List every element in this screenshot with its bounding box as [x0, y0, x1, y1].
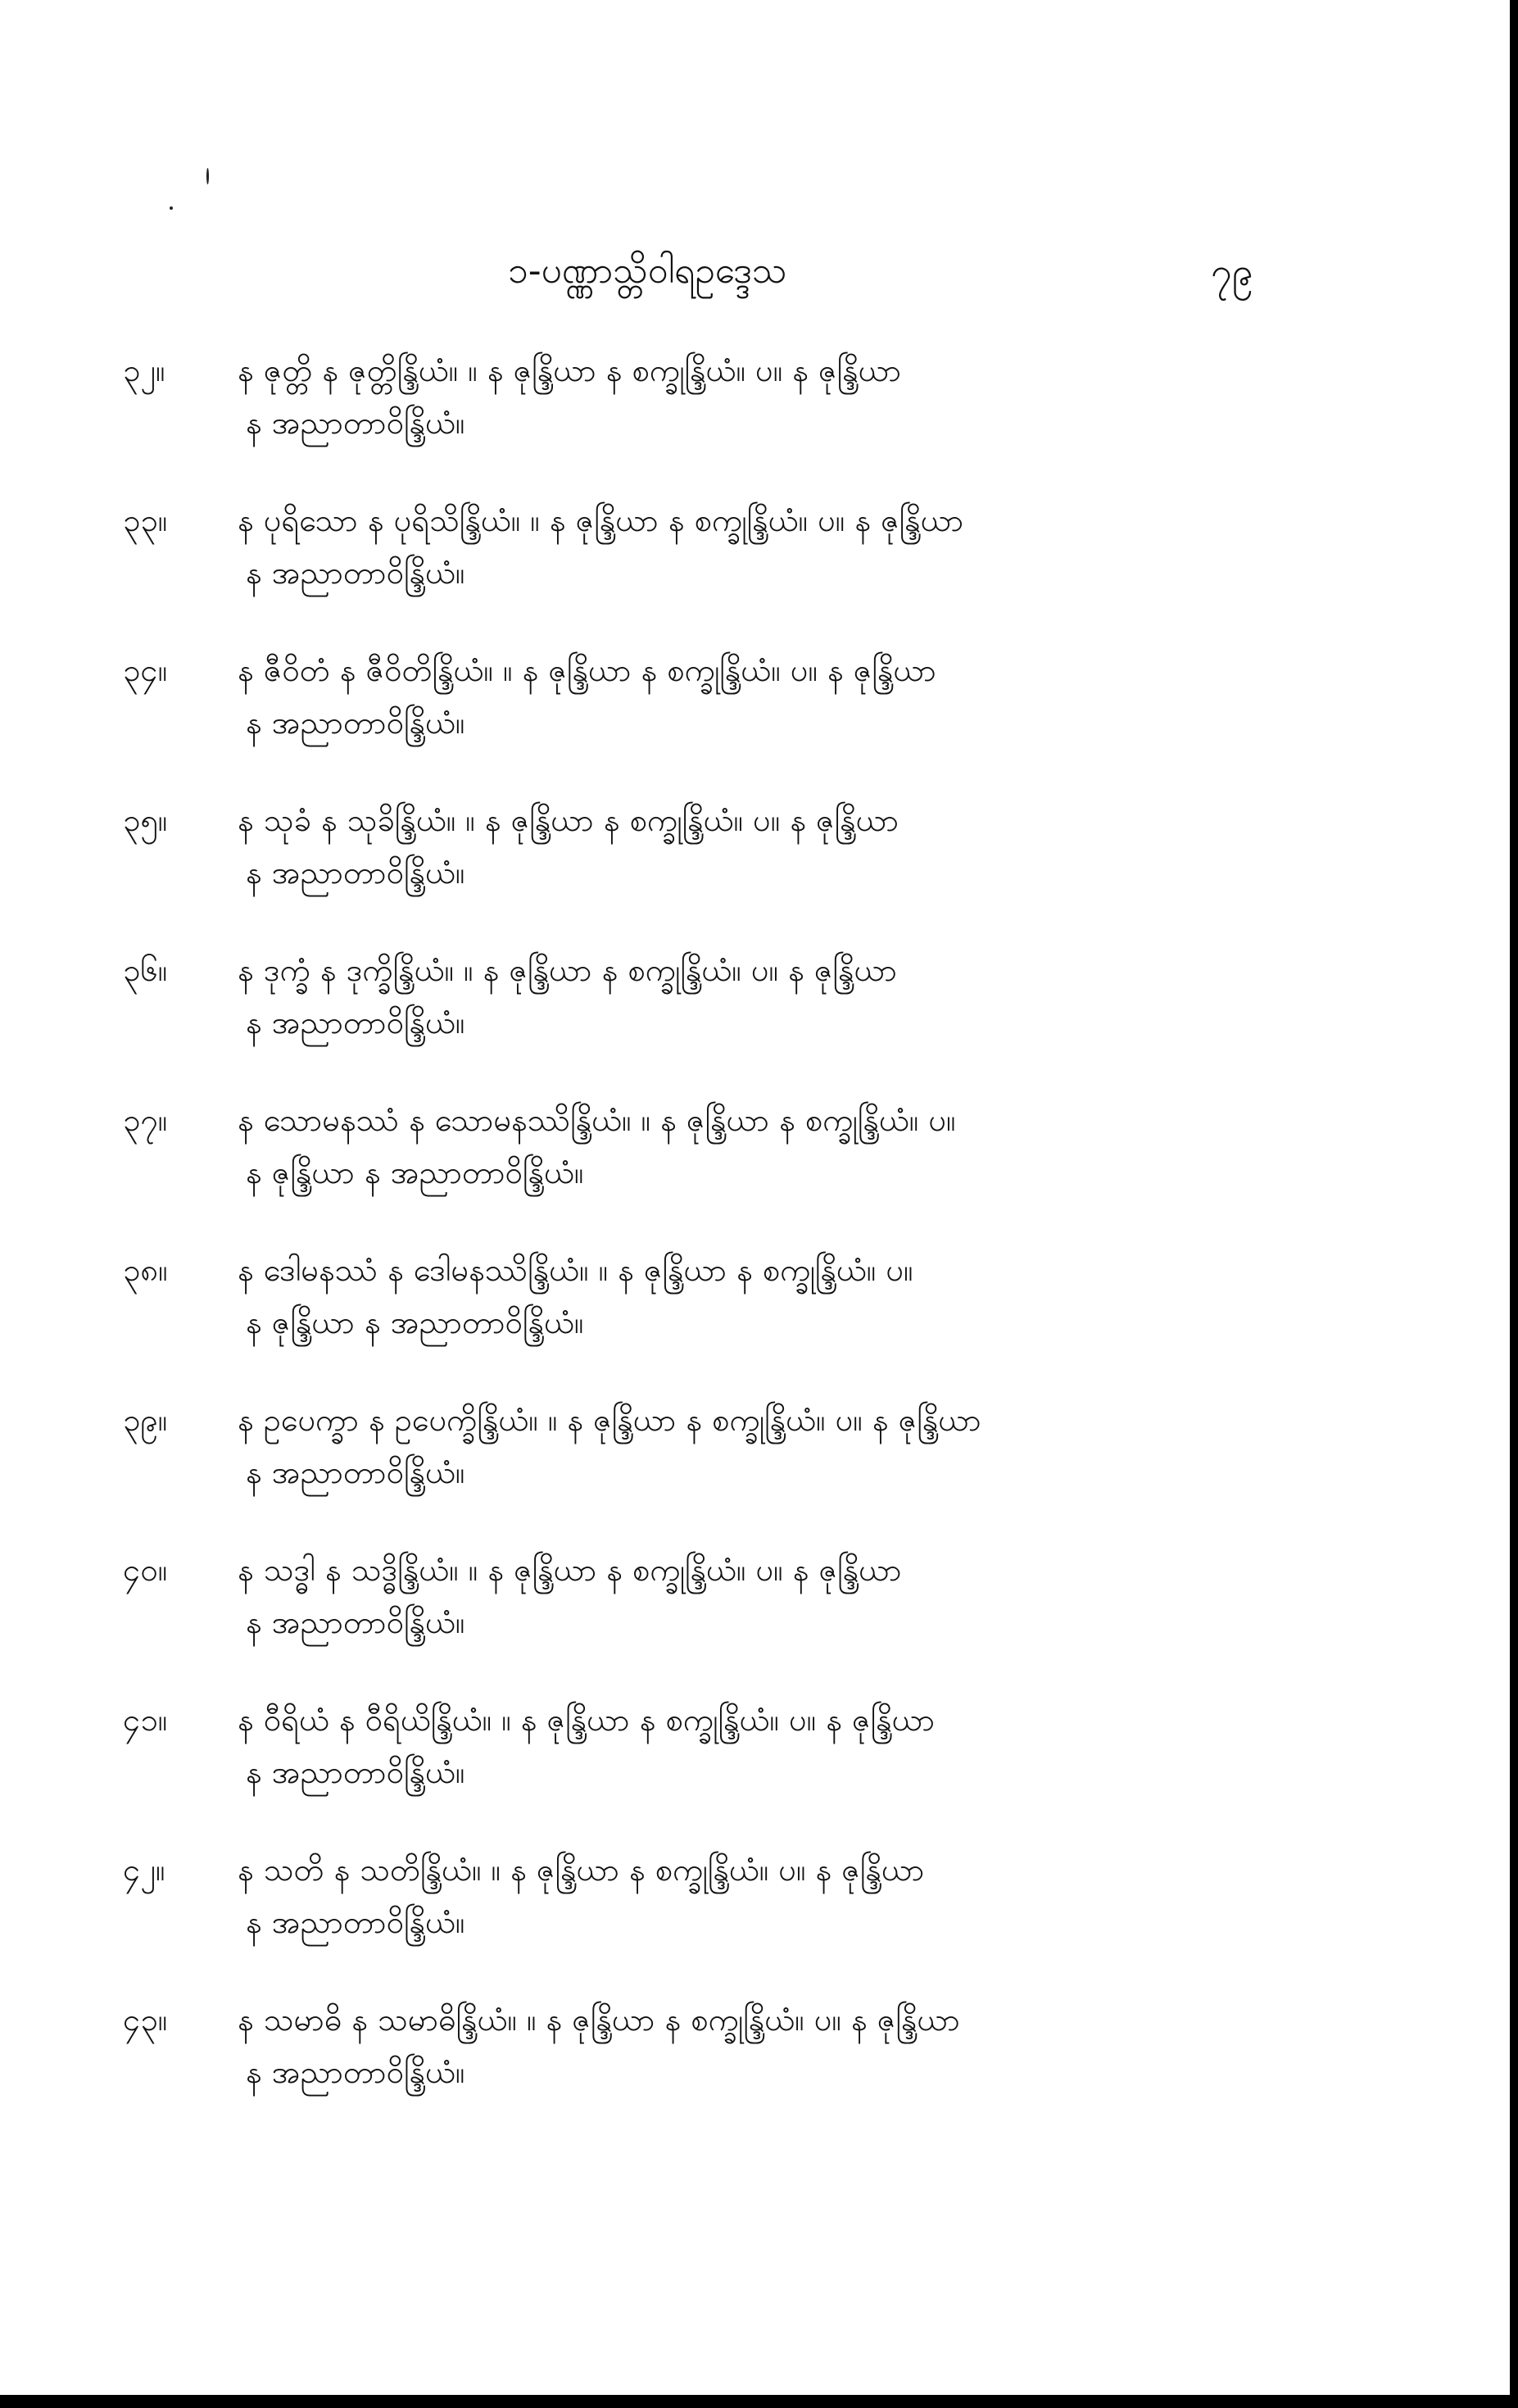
entry-text-line: န ဒုက္ခံ န ဒုက္ခိန္ဒြိယံ။ ။ န ဇုန္ဒြိယာ န စက္ခုန္ဒြိယံ။ ပ။ န ဇုန္ဒြိယာ	[238, 952, 897, 988]
entry-text-continuation: န အညာတာ၀ိန္ဒြိယံ။	[246, 1754, 465, 1790]
entry-number: ၃၉။	[123, 1402, 168, 1438]
scan-speck	[170, 206, 173, 210]
list-item	[0, 1544, 1518, 1694]
entry-text-continuation: န အညာတာ၀ိန္ဒြိယံ။	[246, 1904, 465, 1940]
entry-number: ၄၂။	[123, 1852, 165, 1888]
scan-border-bottom	[0, 2395, 1518, 2408]
entry-number: ၃၇။	[123, 1102, 168, 1138]
entry-text-continuation: န အညာတာ၀ိန္ဒြိယံ။	[246, 555, 465, 591]
entry-text-line: န သတိ န သတိန္ဒြိယံ။ ။ န ဇုန္ဒြိယာ န စက္ခုန္ဒြိယံ။ ပ။ န ဇုန္ဒြိယာ	[238, 1852, 925, 1888]
entry-text-line: န ဒေါမနဿံ န ဒေါမနဿိန္ဒြိယံ။ ။ န ဇုန္ဒြိယာ န စက္ခုန္ဒြိယံ။ ပ။	[238, 1252, 913, 1288]
entry-number: ၄၁။	[123, 1702, 168, 1738]
scan-speck	[206, 168, 209, 184]
entry-number: ၄၃။	[123, 2002, 168, 2038]
list-item	[0, 1094, 1518, 1244]
list-item	[0, 1694, 1518, 1843]
list-item	[0, 644, 1518, 794]
list-item	[0, 794, 1518, 944]
entry-text-continuation: န အညာတာ၀ိန္ဒြိယံ။	[246, 2054, 465, 2090]
list-item	[0, 494, 1518, 644]
page-number: ၇၉	[1211, 249, 1253, 293]
running-title: ၁-ပဏ္ဏာသ္တိ၀ါရဥဒ္ဒေသ	[508, 250, 787, 292]
entry-text-continuation: န အညာတာ၀ိန္ဒြိယံ။	[246, 1604, 465, 1640]
entry-text-line: န ၀ီရိယံ န ၀ီရိယိန္ဒြိယံ။ ။ န ဇုန္ဒြိယာ န စက္ခုန္ဒြိယံ။ ပ။ န ဇုန္ဒြိယာ	[238, 1702, 936, 1738]
entry-number: ၄၀။	[123, 1552, 168, 1588]
entry-text-continuation: န အညာတာ၀ိန္ဒြိယံ။	[246, 1004, 465, 1041]
entry-text-line: န သမာဓိ န သမာဓိန္ဒြိယံ။ ။ န ဇုန္ဒြိယာ န စက္ခုန္ဒြိယံ။ ပ။ န ဇုန္ဒြိယာ	[238, 2002, 960, 2038]
entry-text-continuation: န အညာတာ၀ိန္ဒြိယံ။	[246, 1454, 465, 1490]
entry-text-line: န သောမနဿံ န သောမနဿိန္ဒြိယံ။ ။ န ဇုန္ဒြိယာ န စက္ခုန္ဒြိယံ။ ပ။	[238, 1102, 956, 1138]
entry-number: ၃၃။	[123, 502, 168, 538]
entry-text-continuation: န အညာတာ၀ိန္ဒြိယံ။	[246, 405, 465, 441]
list-item	[0, 1394, 1518, 1544]
entry-text-line: န ဇုတ္တိ န ဇုတ္တိန္ဒြိယံ။ ။ န ဇုန္ဒြိယာ န စက္ခုန္ဒြိယံ။ ပ။ န ဇုန္ဒြိယာ	[238, 352, 902, 388]
entry-list	[0, 344, 1518, 2143]
entry-number: ၃၂။	[123, 352, 165, 388]
list-item	[0, 1993, 1518, 2143]
list-item	[0, 1843, 1518, 1993]
entry-number: ၃၆။	[123, 952, 168, 988]
entry-number: ၃၈။	[123, 1252, 168, 1288]
entry-text-line: န သဒ္ဓါ န သဒ္ဓိန္ဒြိယံ။ ။ န ဇုန္ဒြိယာ န စက္ခုန္ဒြိယံ။ ပ။ န ဇုန္ဒြိယာ	[238, 1552, 902, 1588]
entry-text-continuation: န အညာတာ၀ိန္ဒြိယံ။	[246, 855, 465, 891]
entry-text-line: န သုခံ န သုခိန္ဒြိယံ။ ။ န ဇုန္ဒြိယာ န စက္ခုန္ဒြိယံ။ ပ။ န ဇုန္ဒြိယာ	[238, 802, 899, 838]
entry-text-continuation: န ဇုန္ဒြိယာ န အညာတာ၀ိန္ဒြိယံ။	[246, 1154, 584, 1190]
list-item	[0, 344, 1518, 494]
entry-number: ၃၅။	[123, 802, 168, 838]
entry-number: ၃၄။	[123, 652, 168, 688]
entry-text-continuation: န အညာတာ၀ိန္ဒြိယံ။	[246, 705, 465, 741]
list-item	[0, 944, 1518, 1094]
page-header	[0, 243, 1518, 300]
list-item	[0, 1244, 1518, 1394]
entry-text-line: န ဥပေက္ခာ န ဥပေက္ခိန္ဒြိယံ။ ။ န ဇုန္ဒြိယာ န စက္ခုန္ဒြိယံ။ ပ။ န ဇုန္ဒြိယာ	[238, 1402, 981, 1438]
entry-text-line: န ပုရိသော န ပုရိသိန္ဒြိယံ။ ။ န ဇုန္ဒြိယာ န စက္ခုန္ဒြိယံ။ ပ။ န ဇုန္ဒြိယာ	[238, 502, 964, 538]
entry-text-continuation: န ဇုန္ဒြိယာ န အညာတာ၀ိန္ဒြိယံ။	[246, 1304, 584, 1340]
entry-text-line: န ဇီ၀ိတံ န ဇီ၀ိတိန္ဒြိယံ။ ။ န ဇုန္ဒြိယာ န စက္ခုန္ဒြိယံ။ ပ။ န ဇုန္ဒြိယာ	[238, 652, 936, 688]
